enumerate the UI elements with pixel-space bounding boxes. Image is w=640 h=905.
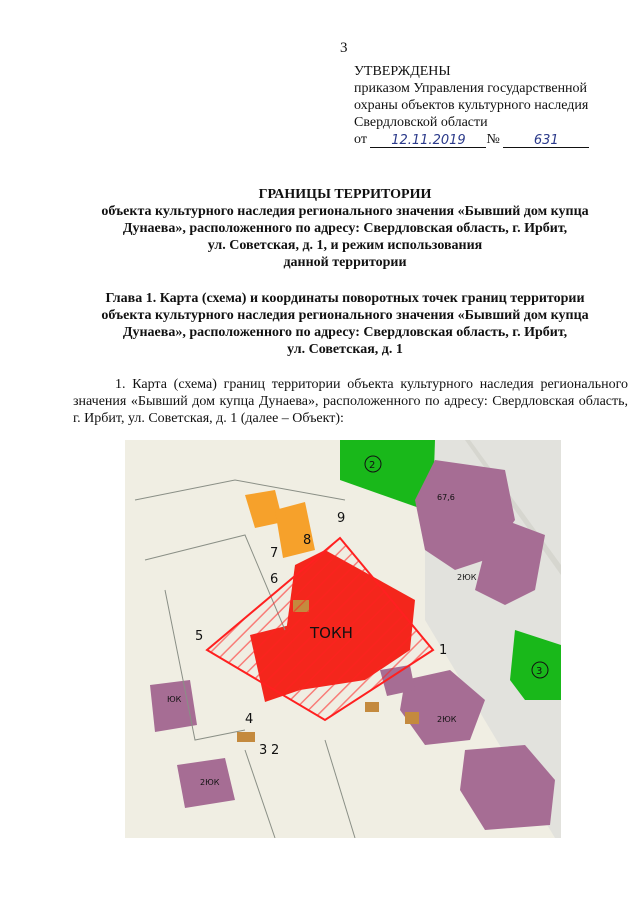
handwritten-date: 12.11.2019 — [391, 133, 466, 148]
point-label-4: 4 — [245, 712, 254, 727]
document-title — [60, 186, 630, 271]
point-label-2: 2 — [271, 743, 280, 758]
building-label: ЮК — [167, 695, 182, 704]
zone-label-2: 2 — [369, 460, 376, 471]
point-label-8: 8 — [303, 533, 312, 548]
point-label-7: 7 — [270, 546, 279, 561]
brown-shed — [405, 712, 419, 724]
building-yuk-left — [150, 680, 197, 732]
tokn-label: ТОКН — [310, 624, 353, 642]
territory-map — [125, 440, 561, 838]
page-number: 3 — [340, 40, 348, 56]
approval-line: охраны объектов культурного наследия — [354, 98, 589, 113]
chapter-line: Глава 1. Карта (схема) и координаты поворотных точек границ территории — [105, 291, 585, 306]
number-field — [503, 132, 589, 148]
point-label-3: 3 — [259, 743, 268, 758]
approval-block — [354, 63, 589, 148]
intro-paragraph — [73, 376, 628, 427]
handwritten-number: 631 — [533, 133, 559, 148]
point-label-6: 6 — [270, 572, 279, 587]
title-line: объекта культурного наследия регионального значения «Бывший дом купца — [101, 204, 589, 219]
building-label: 2ЮК — [200, 778, 220, 787]
date-field — [370, 132, 486, 148]
building-label: 2ЮК — [457, 573, 477, 582]
title-line: ул. Советская, д. 1, и режим использования — [207, 238, 483, 253]
brown-shed — [237, 732, 255, 742]
from-label: от — [354, 132, 367, 147]
chapter-line: ул. Советская, д. 1 — [287, 342, 403, 357]
point-label-5: 5 — [195, 629, 204, 644]
number-label: № — [486, 132, 500, 147]
point-label-1: 1 — [439, 643, 448, 658]
brown-shed — [365, 702, 379, 712]
chapter-line: объекта культурного наследия регионального значения «Бывший дом купца — [101, 308, 589, 323]
elevation-label: 67,6 — [437, 493, 455, 502]
point-label-9: 9 — [337, 511, 346, 526]
approval-line: Свердловской области — [354, 115, 488, 130]
approval-title: УТВЕРЖДЕНЫ — [354, 64, 451, 79]
title-line: Дунаева», расположенного по адресу: Свердловская область, г. Ирбит, — [122, 221, 568, 236]
title-line: данной территории — [283, 255, 407, 270]
zone-label-3: 3 — [536, 666, 543, 677]
approval-line: приказом Управления государственной — [354, 81, 588, 96]
approval-date-line — [354, 131, 589, 148]
paragraph-text: 1. Карта (схема) границ территории объекта культурного наследия регионального значения «Бывший дом купца Дунаева», расположенного по адресу: Свердловская область, г. Ирбит, ул. Советская, д. 1 (далее – Объект): — [73, 377, 628, 426]
chapter-line: Дунаева», расположенного по адресу: Свердловская область, г. Ирбит, — [122, 325, 568, 340]
title-line: ГРАНИЦЫ ТЕРРИТОРИИ — [258, 187, 432, 202]
building-label: 2ЮК — [437, 715, 457, 724]
chapter-title — [60, 290, 630, 358]
